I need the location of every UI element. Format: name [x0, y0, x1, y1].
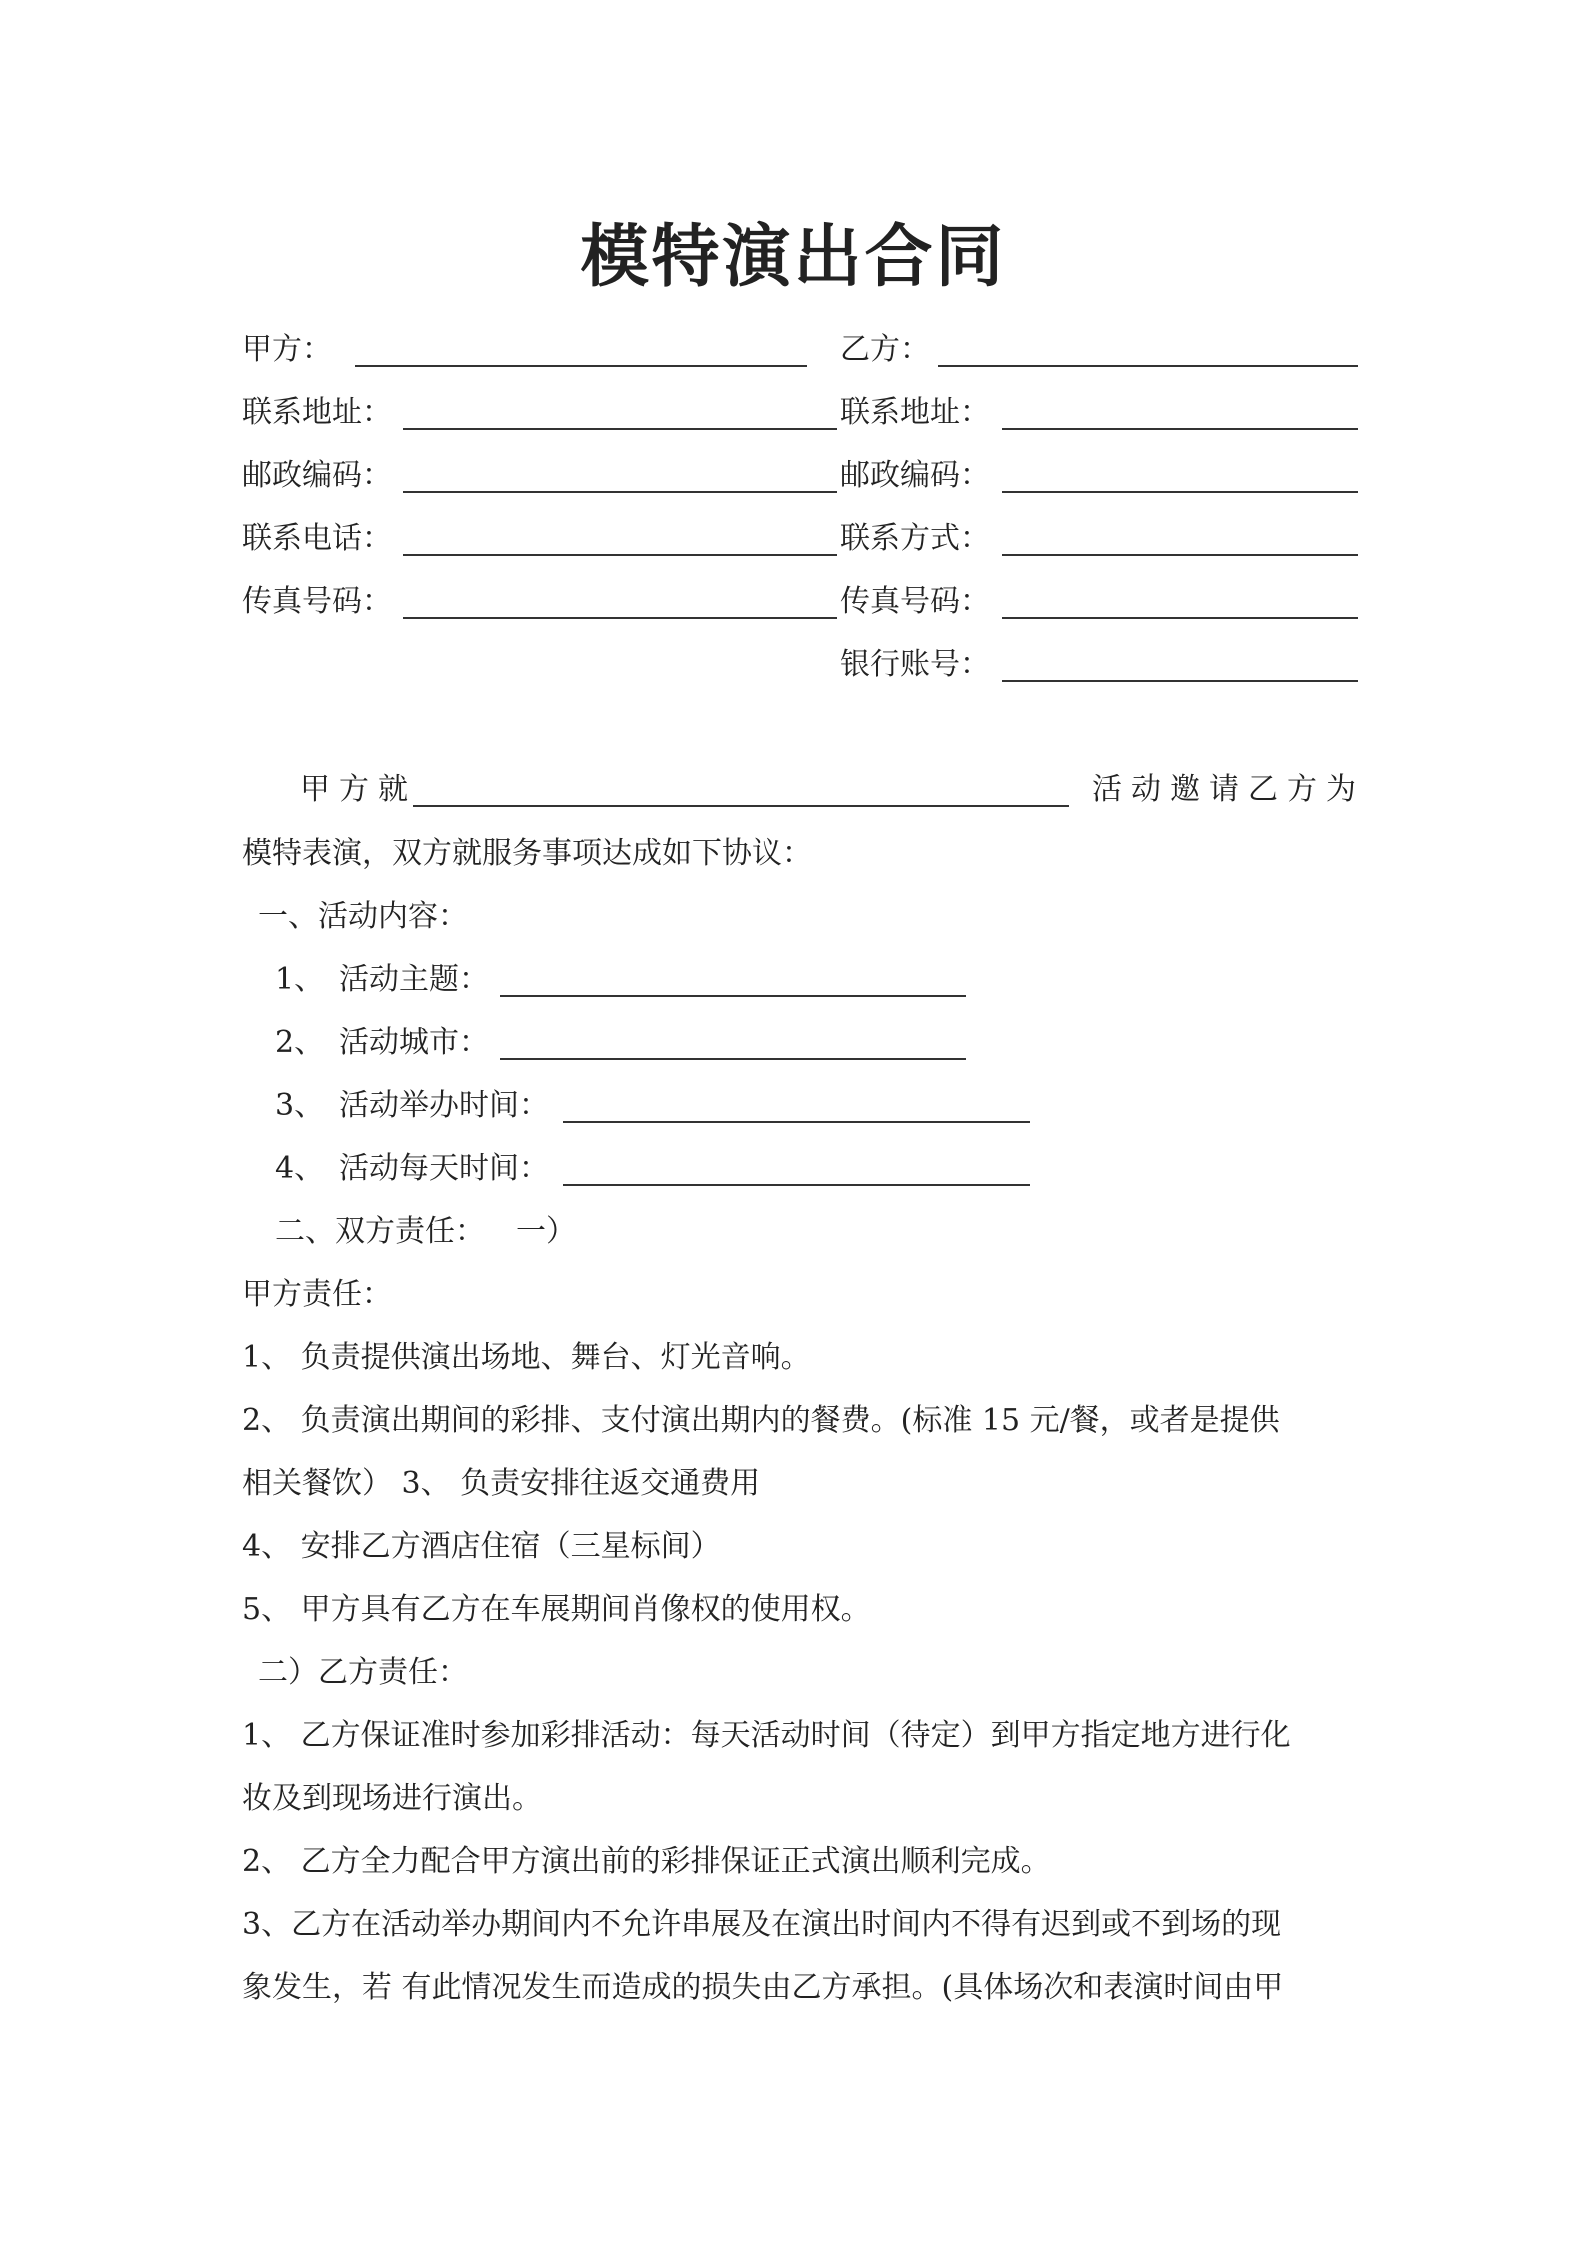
- item-4-label: 活动每天时间：: [339, 1151, 549, 1186]
- party-b-duty-line: 象发生，若 有此情况发生而造成的损失由乙方承担。(具体场次和表演时间由甲: [242, 1970, 1284, 2005]
- item-2-label: 活动城市：: [339, 1025, 489, 1060]
- item-3-number: 3、: [275, 1088, 325, 1123]
- party-a-duty-line: 1、 负责提供演出场地、舞台、灯光音响。: [242, 1340, 811, 1375]
- party-b-postcode-blank[interactable]: [1002, 491, 1358, 493]
- party-a-postcode-blank[interactable]: [403, 491, 837, 493]
- party-b-name-label: 乙方：: [840, 332, 930, 367]
- party-b-duties-heading: 二）乙方责任：: [258, 1655, 468, 1690]
- party-a-address-label: 联系地址：: [242, 395, 392, 430]
- contract-title: 模特演出合同: [580, 218, 1007, 297]
- party-b-address-blank[interactable]: [1002, 428, 1358, 430]
- activity-daily-time-blank[interactable]: [563, 1184, 1030, 1186]
- party-a-fax-blank[interactable]: [403, 617, 837, 619]
- party-a-name-blank[interactable]: [355, 365, 807, 367]
- section-1-heading: 一、活动内容：: [258, 899, 468, 934]
- party-a-fax-label: 传真号码：: [242, 584, 392, 619]
- item-4-number: 4、: [275, 1151, 325, 1186]
- activity-city-blank[interactable]: [500, 1058, 966, 1060]
- party-b-duty-line: 1、 乙方保证准时参加彩排活动：每天活动时间（待定）到甲方指定地方进行化: [242, 1718, 1291, 1753]
- party-b-bank-label: 银行账号：: [840, 647, 990, 682]
- intro-line-2: 模特表演，双方就服务事项达成如下协议：: [242, 836, 812, 871]
- party-a-duty-line: 2、 负责演出期间的彩排、支付演出期内的餐费。(标准 15 元/餐，或者是提供: [242, 1403, 1280, 1438]
- party-a-name-label: 甲方：: [242, 332, 332, 367]
- party-b-contact-label: 联系方式：: [840, 521, 990, 556]
- party-b-name-blank[interactable]: [938, 365, 1358, 367]
- party-b-duty-line: 3、乙方在活动举办期间内不允许串展及在演出时间内不得有迟到或不到场的现: [242, 1907, 1282, 1942]
- party-a-postcode-label: 邮政编码：: [242, 458, 392, 493]
- party-b-fax-blank[interactable]: [1002, 617, 1358, 619]
- party-a-duty-line: 5、 甲方具有乙方在车展期间肖像权的使用权。: [242, 1592, 871, 1627]
- section-2-sub-1: 一）: [516, 1214, 576, 1249]
- party-a-phone-label: 联系电话：: [242, 521, 392, 556]
- activity-theme-blank[interactable]: [500, 995, 966, 997]
- party-a-duties-heading: 甲方责任：: [242, 1277, 392, 1312]
- activity-date-blank[interactable]: [563, 1121, 1030, 1123]
- item-1-number: 1、: [275, 962, 325, 997]
- party-b-address-label: 联系地址：: [840, 395, 990, 430]
- intro-prefix: 甲方就: [300, 772, 417, 807]
- party-b-duty-line: 2、 乙方全力配合甲方演出前的彩排保证正式演出顺利完成。: [242, 1844, 1051, 1879]
- intro-suffix: 活动邀请乙方为: [1092, 772, 1365, 807]
- section-2-heading: 二、双方责任：: [275, 1214, 485, 1249]
- item-3-label: 活动举办时间：: [339, 1088, 549, 1123]
- party-b-postcode-label: 邮政编码：: [840, 458, 990, 493]
- party-a-duty-line: 4、 安排乙方酒店住宿（三星标间）: [242, 1529, 721, 1564]
- party-a-duty-line: 相关餐饮） 3、 负责安排往返交通费用: [242, 1466, 761, 1501]
- party-b-fax-label: 传真号码：: [840, 584, 990, 619]
- party-b-bank-blank[interactable]: [1002, 680, 1358, 682]
- item-2-number: 2、: [275, 1025, 325, 1060]
- party-b-contact-blank[interactable]: [1002, 554, 1358, 556]
- activity-name-blank[interactable]: [413, 805, 1069, 807]
- party-a-address-blank[interactable]: [403, 428, 837, 430]
- item-1-label: 活动主题：: [339, 962, 489, 997]
- party-b-duty-line: 妆及到现场进行演出。: [242, 1781, 542, 1816]
- party-a-phone-blank[interactable]: [403, 554, 837, 556]
